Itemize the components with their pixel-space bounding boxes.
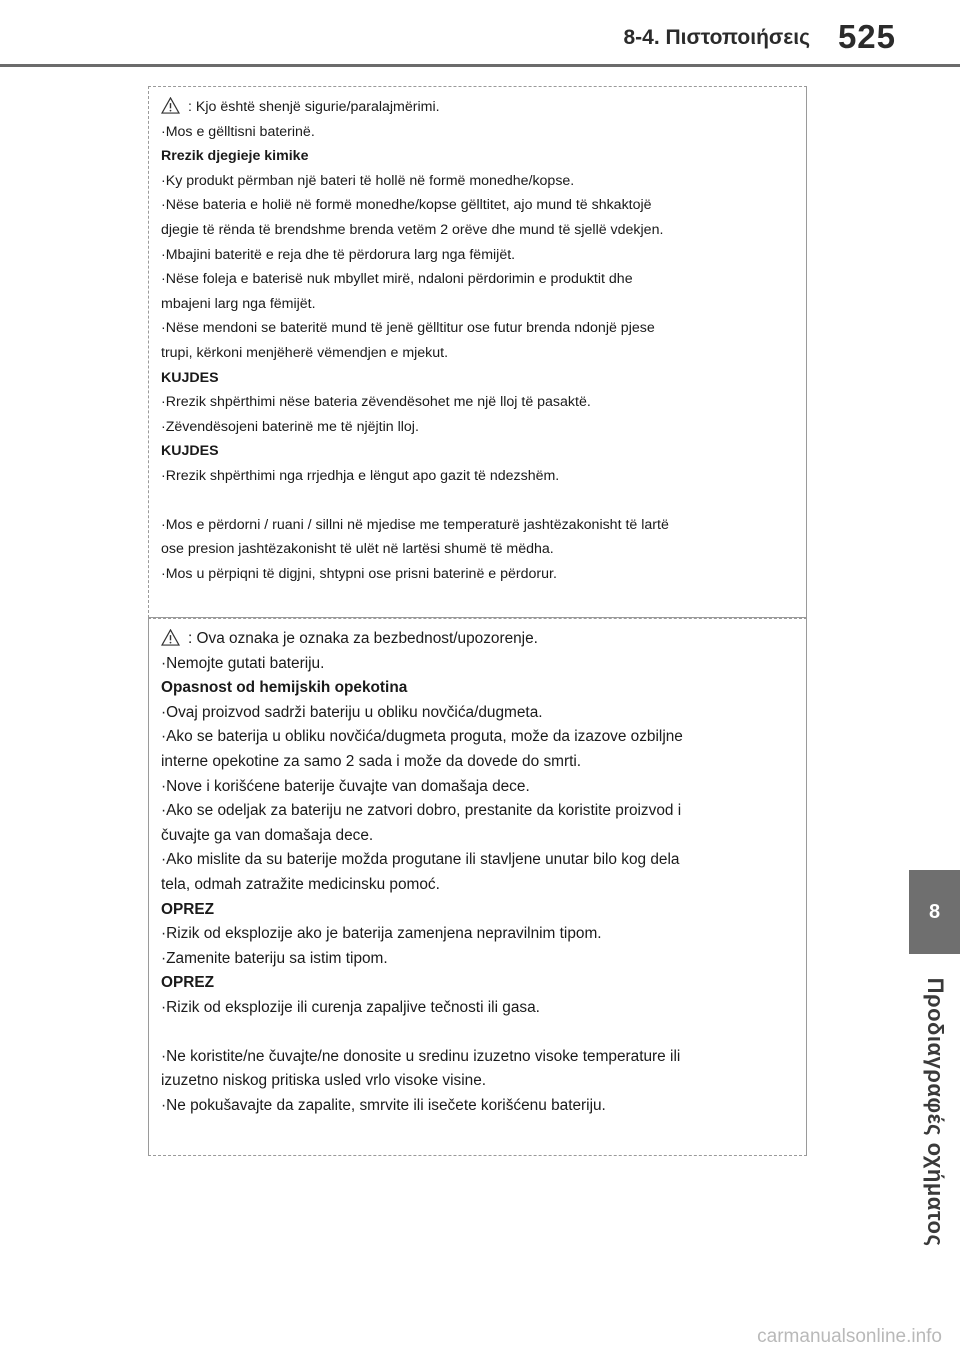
notice-line: ·Zëvendësojeni baterinë me të njëjtin lloj. (161, 418, 419, 435)
blank-line (161, 1021, 796, 1045)
notice-line: interne opekotine za samo 2 sada i može da dovede do smrti. (161, 752, 582, 770)
notice-line: ·Rrezik shpërthimi nga rrjedhja e lëngut apo gazit të ndezshëm. (161, 467, 560, 484)
warning-line (161, 95, 796, 120)
notice-line: mbajeni larg nga fëmijët. (161, 295, 316, 312)
notice-line: ·Mos e përdorni / ruani / sillni në mjedise me temperaturë jashtëzakonisht të lartë (161, 516, 669, 533)
warning-text: : Ova oznaka je oznaka za bezbednost/upozorenje. (188, 630, 538, 647)
notice-line: ·Rizik od eksplozije ili curenja zapaljive tečnosti ili gasa. (161, 998, 540, 1016)
notice-heading: Opasnost od hemijskih opekotina (161, 679, 408, 697)
notice-heading: OPREZ (161, 900, 215, 918)
notice-line: ·Rizik od eksplozije ako je baterija zamenjena nepravilnim tipom. (161, 925, 602, 943)
notice-line: ·Mos u përpiqni të digjni, shtypni ose prisni baterinë e përdorur. (161, 565, 557, 582)
notice-line: ·Ky produkt përmban një bateri të hollë në formë monedhe/kopse. (161, 172, 575, 189)
watermark: carmanualsonline.info (757, 1326, 942, 1347)
warning-line (161, 627, 796, 652)
notice-line: izuzetno niskog pritiska usled vrlo visoke visine. (161, 1072, 487, 1090)
chapter-number: 8 (928, 900, 941, 923)
blank-line (161, 489, 796, 513)
page-number: 525 (837, 18, 896, 55)
notice-line: ·Ne koristite/ne čuvajte/ne donosite u sredinu izuzetno visoke temperature ili (161, 1047, 681, 1065)
notice-line: trupi, kërkoni menjëherë vëmendjen e mjekut. (161, 344, 449, 361)
warning-triangle-icon (161, 629, 180, 646)
notice-line: ·Ako se odeljak za bateriju ne zatvori dobro, prestanite da koristite proizvod i (161, 802, 682, 820)
notice-albanian (148, 86, 807, 618)
notice-serbian (148, 618, 807, 1156)
notice-heading: KUJDES (161, 443, 219, 460)
notice-heading: Rrezik djegieje kimike (161, 148, 309, 165)
section-title: 8-4. Πιστοποιήσεις (623, 26, 810, 49)
chapter-title: Προδιαγραφές οχήματος (923, 977, 948, 1247)
notice-line: ·Nëse mendoni se bateritë mund të jenë gëlltitur ose futur brenda ndonjë pjese (161, 320, 655, 337)
notice-line: ·Ne pokušavajte da zapalite, smrvite ili isečete korišćenu bateriju. (161, 1096, 606, 1114)
notice-line: ·Rrezik shpërthimi nëse bateria zëvendësohet me një lloj të pasaktë. (161, 394, 591, 411)
notice-line: ose presion jashtëzakonisht të ulët në lartësi shumë të mëdha. (161, 541, 554, 558)
notice-line: ·Nëse foleja e baterisë nuk mbyllet mirë, ndaloni përdorimin e produktit dhe (161, 271, 633, 288)
notice-line: čuvajte ga van domašaja dece. (161, 826, 374, 844)
notice-line: ·Mos e gëlltisni baterinë. (161, 123, 315, 140)
notice-line: ·Nove i korišćene baterije čuvajte van domašaja dece. (161, 777, 530, 795)
notice-line: tela, odmah zatražite medicinsku pomoć. (161, 875, 440, 893)
warning-triangle-icon (161, 97, 180, 114)
warning-text: : Kjo është shenjë sigurie/paralajmërimi. (188, 99, 440, 115)
notice-line: ·Nemojte gutati bateriju. (161, 654, 325, 672)
notice-line: ·Nëse bateria e holië në formë monedhe/kopse gëlltitet, ajo mund të shkaktojë (161, 197, 652, 214)
notice-heading: KUJDES (161, 369, 219, 386)
notice-line: ·Mbajini bateritë e reja dhe të përdorura larg nga fëmijët. (161, 246, 516, 263)
notice-line: ·Ako se baterija u obliku novčića/dugmeta proguta, može da izazove ozbiljne (161, 728, 683, 746)
notice-heading: OPREZ (161, 974, 215, 992)
notice-line: ·Ako mislite da su baterije možda progutane ili stavljene unutar bilo kog dela (161, 851, 680, 869)
notice-line: ·Zamenite bateriju sa istim tipom. (161, 949, 388, 967)
page-header (0, 0, 960, 66)
chapter-tab (909, 870, 960, 954)
header-divider (0, 64, 960, 67)
notice-line: djegie të rënda të brendshme brenda vetëm 2 orëve dhe mund të sjellë vdekjen. (161, 221, 664, 238)
notice-line: ·Ovaj proizvod sadrži bateriju u obliku novčića/dugmeta. (161, 703, 543, 721)
